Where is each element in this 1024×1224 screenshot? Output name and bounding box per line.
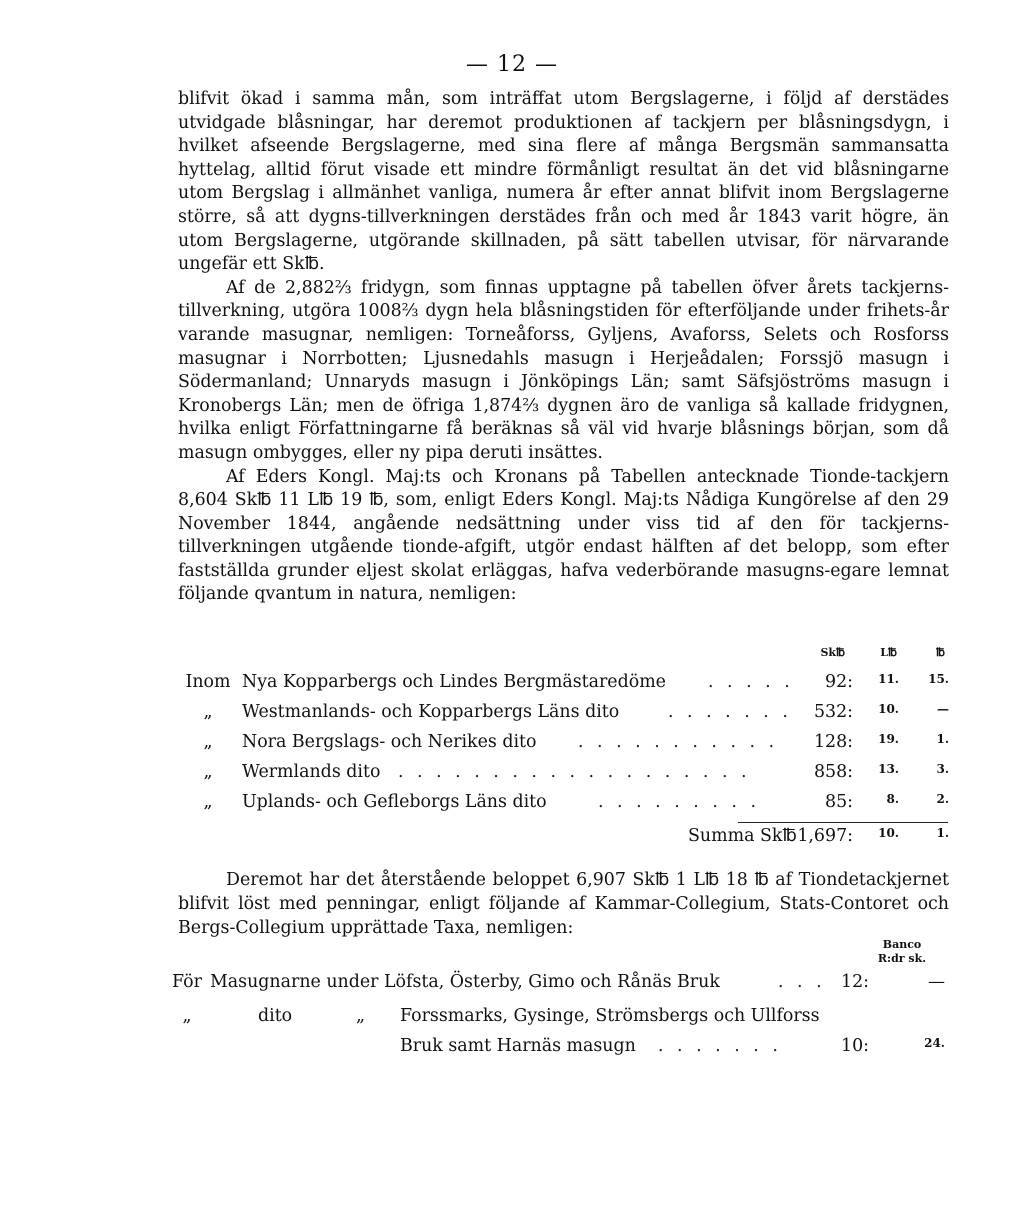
row-lb: 11. (878, 672, 899, 686)
row-skl: 128: (813, 732, 853, 752)
row-label: Nya Kopparbergs och Lindes Bergmästaredöme (242, 672, 666, 692)
row-prefix: „ (203, 762, 213, 782)
row-prefix: „ (203, 702, 213, 722)
dot-leader: . . . . . . . . . (598, 792, 760, 812)
total-lb: 10. (878, 826, 899, 840)
sum-rule (738, 822, 948, 823)
row-prefix: „ (182, 1006, 192, 1026)
banco-header-line2: R:dr sk. (877, 952, 927, 965)
row-skl: 85: (825, 792, 853, 812)
table-row (178, 1006, 949, 1034)
page-number: — 12 — (466, 52, 558, 77)
row-ort: 2. (936, 792, 949, 806)
row-lb: 8. (886, 792, 899, 806)
paragraph-2: Af de 2,882⅔ fridygn, som finnas upptagne på tabellen öfver årets tackjerns-tillverkning, utgöra 1008⅔ dygn hela blåsningstiden för efterföljande under frihets-år varande masugnar, nemligen: Torneåforss, Gyljens, Avaforss, Selets och Rosforss masugnar i Norrbotten; Ljusnedahls masugn i Herjeådalen; Forssjö masugn i Södermanland; Unnaryds masugn i Jönköpings Län; samt Säfsjöströms masugn i Kronobergs Län; men de öfriga 1,874⅔ dygnen äro de vanliga så kallade fridygnen, hvilka enligt Författningarne få beräknas så väl vid hvarje blåsnings början, som då masugn ombygges, eller ny pipa deruti insättes. (178, 277, 949, 463)
row-rdr: 12: (841, 972, 869, 992)
dot-leader: . . . . . . . . . . . (578, 732, 779, 752)
row-mid: dito (258, 1006, 293, 1026)
row-lb: 10. (878, 702, 899, 716)
row-label: Westmanlands- och Kopparbergs Läns dito (242, 702, 620, 722)
table-row (172, 972, 949, 1000)
column-header-ort: ℔ (936, 646, 945, 659)
table-row (178, 1036, 949, 1064)
row-lb: 13. (878, 762, 899, 776)
banco-header (862, 938, 942, 966)
row-label: Forssmarks, Gysinge, Strömsbergs och Ullforss (400, 1006, 820, 1026)
row-prefix: Inom (185, 672, 231, 692)
paragraph-3: Af Eders Kongl. Maj:ts och Kronans på Tabellen antecknade Tionde-tackjern 8,604 Sk℔ 11 L℔ 19 ℔, som, enligt Eders Kongl. Maj:ts Nådiga Kungörelse af den 29 November 1844, angående nedsättning under viss tid af den för tackjerns-tillverkningen utgående tionde-afgift, utgör endast hälften af det belopp, som efter fastställda grunder eljest skolat erläggas, hafva vederbörande masugns-egare lemnat följande qvantum in natura, nemligen: (178, 466, 949, 605)
table-row (178, 702, 949, 730)
row-mid2: „ (356, 1006, 366, 1026)
row-ort: 1. (936, 732, 949, 746)
row-skl: 858: (813, 762, 853, 782)
row-sk: — (928, 972, 945, 992)
row-skl: 92: (825, 672, 853, 692)
paragraph-4-block (178, 868, 949, 940)
body-text (178, 88, 949, 607)
paragraph-4: Deremot har det återstående beloppet 6,907 Sk℔ 1 L℔ 18 ℔ af Tiondetackjernet blifvit löst med penningar, enligt följande af Kammar-Collegium, Stats-Contoret och Bergs-Collegium upprättade Taxa, nemligen: (178, 870, 949, 938)
dot-leader: . . . . . . . . . . . . . . . . . . . (398, 762, 751, 782)
row-ort: 3. (936, 762, 949, 776)
paragraph-1: blifvit ökad i samma mån, som inträffat utom Bergslagerne, i följd af derstädes utvidgade blåsningar, har deremot produktionen af tackjern per blåsningsdygn, i hvilket afseende Bergslagerne, med sina flere af många Bergsmän sammansatta hyttelag, alltid förut visade ett mindre förmånligt resultat än det vid blåsningarne utom Bergslag i allmänhet vanliga, numera år efter annat blifvit inom Bergslagerne större, så att dygns-tillverkningen derstädes från och med år 1843 varit högre, än utom Bergslagerne, utgörande skillnaden, på sätt tabellen utvisar, för närvarande ungefär ett Sk℔. (178, 89, 949, 275)
row-rdr: 10: (841, 1036, 869, 1056)
dot-leader: . . . . . (708, 672, 794, 692)
dot-leader: . . . . . . . (658, 1036, 782, 1056)
table-row (178, 732, 949, 760)
column-header-skl: Sk℔ (820, 646, 845, 659)
table-row (178, 672, 949, 700)
dot-leader: . . . (778, 972, 826, 992)
total-row (178, 826, 949, 854)
row-label: Nora Bergslags- och Nerikes dito (242, 732, 537, 752)
table-row (178, 792, 949, 820)
row-label: Wermlands dito (242, 762, 381, 782)
row-sk: 24. (924, 1036, 945, 1050)
row-skl: 532: (813, 702, 853, 722)
tithe-table (178, 640, 949, 846)
row-prefix: För (172, 972, 202, 992)
taxa-table (172, 972, 949, 1072)
row-label: Masugnarne under Löfsta, Österby, Gimo och Rånäs Bruk (210, 972, 720, 992)
row-label: Bruk samt Harnäs masugn (400, 1036, 636, 1056)
row-prefix: „ (203, 792, 213, 812)
row-ort: 15. (928, 672, 949, 686)
row-ort: — (937, 702, 949, 716)
dot-leader: . . . . . . . (668, 702, 792, 722)
table-row (178, 762, 949, 790)
column-header-lb: L℔ (880, 646, 897, 659)
row-prefix: „ (203, 732, 213, 752)
total-ort: 1. (936, 826, 949, 840)
total-label: Summa Sk℔ (688, 826, 797, 846)
row-label: Uplands- och Gefleborgs Läns dito (242, 792, 547, 812)
row-lb: 19. (878, 732, 899, 746)
total-skl: 1,697: (797, 826, 853, 846)
banco-header-line1: Banco (882, 938, 922, 951)
